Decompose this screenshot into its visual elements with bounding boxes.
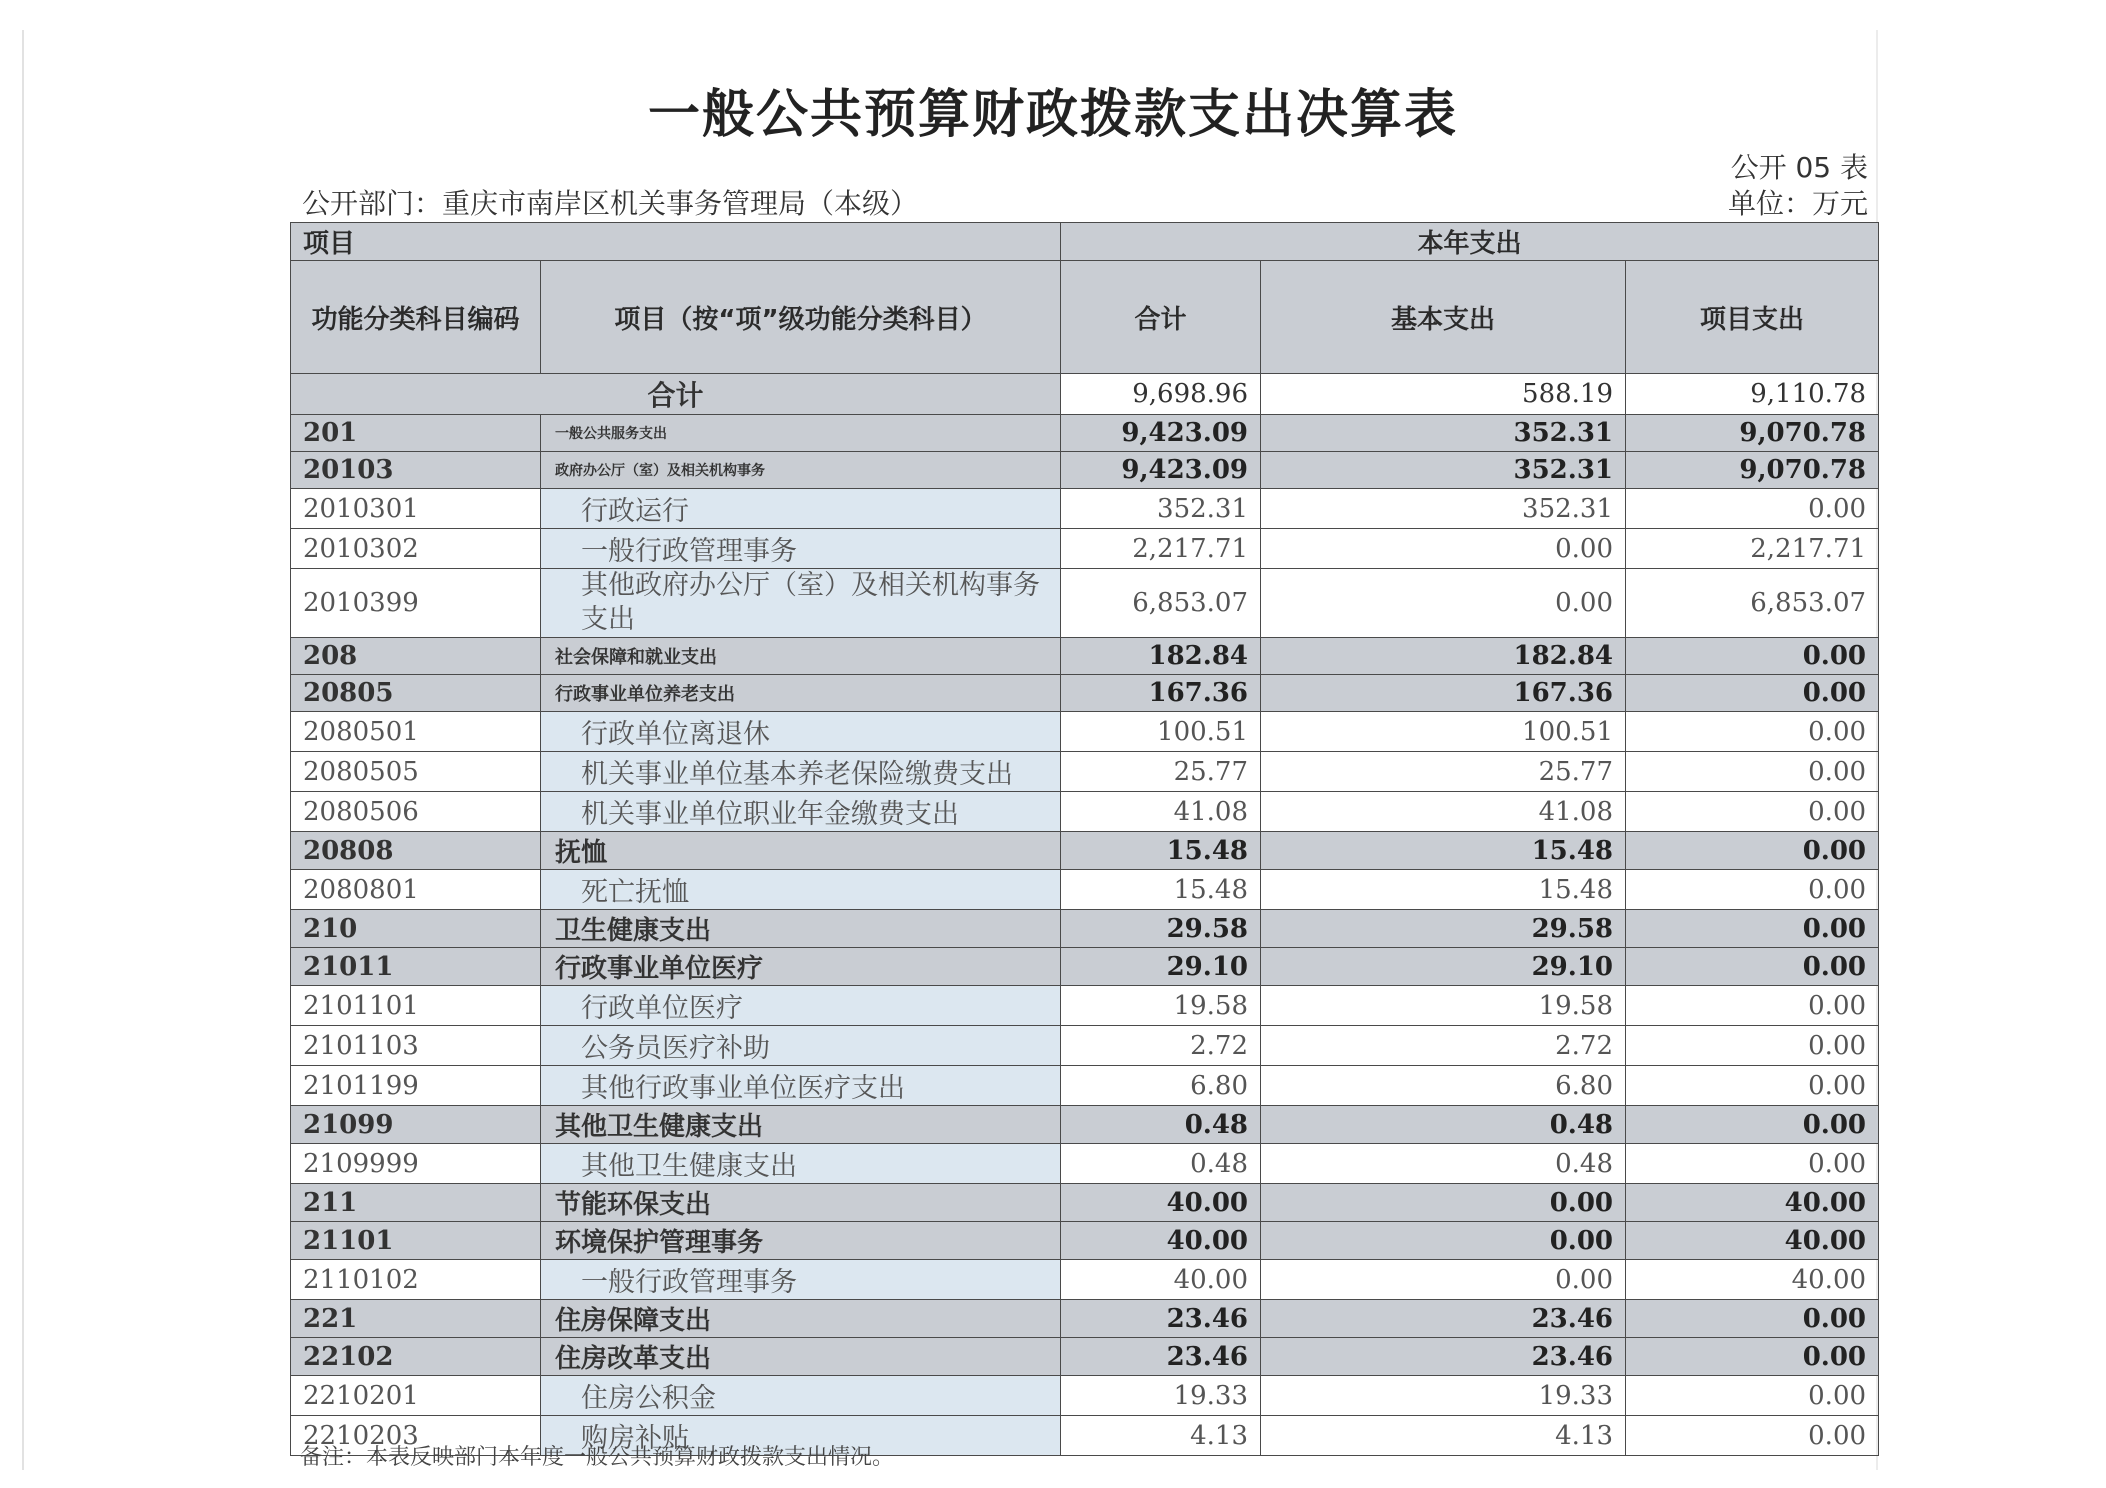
- row-basic: 23.46: [1261, 1338, 1626, 1376]
- page-edge-left: [22, 30, 24, 1470]
- header-project: 项目: [291, 223, 1061, 261]
- row-name: 社会保障和就业支出: [541, 638, 1061, 675]
- row-project: 0.00: [1626, 675, 1879, 712]
- table-row: [291, 1106, 1879, 1144]
- total-label: 合计: [291, 374, 1061, 415]
- budget-table: [290, 222, 1879, 1456]
- row-basic: 100.51: [1261, 712, 1626, 752]
- row-code: 2101103: [291, 1026, 541, 1066]
- row-code: 211: [291, 1184, 541, 1222]
- row-code: 2110102: [291, 1260, 541, 1300]
- row-name: 行政运行: [541, 489, 1061, 529]
- row-name: 其他政府办公厅（室）及相关机构事务支出: [541, 569, 1061, 638]
- row-code: 221: [291, 1300, 541, 1338]
- row-basic: 167.36: [1261, 675, 1626, 712]
- row-code: 210: [291, 910, 541, 948]
- row-basic: 29.58: [1261, 910, 1626, 948]
- row-total: 2.72: [1061, 1026, 1261, 1066]
- table-row: [291, 529, 1879, 569]
- row-name: 机关事业单位职业年金缴费支出: [541, 792, 1061, 832]
- row-basic: 6.80: [1261, 1066, 1626, 1106]
- row-code: 21011: [291, 948, 541, 986]
- table-row: [291, 1066, 1879, 1106]
- row-name: 抚恤: [541, 832, 1061, 870]
- row-total: 0.48: [1061, 1144, 1261, 1184]
- row-total: 40.00: [1061, 1184, 1261, 1222]
- row-name: 机关事业单位基本养老保险缴费支出: [541, 752, 1061, 792]
- row-project: 0.00: [1626, 1416, 1879, 1456]
- row-basic: 2.72: [1261, 1026, 1626, 1066]
- row-basic: 0.00: [1261, 569, 1626, 638]
- row-total: 23.46: [1061, 1300, 1261, 1338]
- row-total: 100.51: [1061, 712, 1261, 752]
- row-basic: 352.31: [1261, 415, 1626, 452]
- row-basic: 352.31: [1261, 489, 1626, 529]
- row-code: 2080505: [291, 752, 541, 792]
- row-basic: 0.00: [1261, 1184, 1626, 1222]
- row-project: 0.00: [1626, 489, 1879, 529]
- total-basic: 588.19: [1261, 374, 1626, 415]
- row-code: 2010301: [291, 489, 541, 529]
- header-basic: 基本支出: [1261, 261, 1626, 374]
- row-name: 其他卫生健康支出: [541, 1106, 1061, 1144]
- row-code: 2210203: [291, 1416, 541, 1456]
- table-row: [291, 752, 1879, 792]
- row-name: 一般行政管理事务: [541, 1260, 1061, 1300]
- row-name: 行政单位离退休: [541, 712, 1061, 752]
- row-total: 29.58: [1061, 910, 1261, 948]
- row-code: 2080501: [291, 712, 541, 752]
- row-project: 9,070.78: [1626, 415, 1879, 452]
- header-name: 项目（按“项”级功能分类科目）: [541, 261, 1061, 374]
- row-project: 0.00: [1626, 792, 1879, 832]
- row-project: 0.00: [1626, 832, 1879, 870]
- row-code: 2101199: [291, 1066, 541, 1106]
- table-row: [291, 1338, 1879, 1376]
- row-project: 0.00: [1626, 910, 1879, 948]
- table-row: [291, 1300, 1879, 1338]
- row-project: 9,070.78: [1626, 452, 1879, 489]
- row-basic: 0.48: [1261, 1106, 1626, 1144]
- row-total: 40.00: [1061, 1260, 1261, 1300]
- total-project: 9,110.78: [1626, 374, 1879, 415]
- table-row: [291, 870, 1879, 910]
- row-total: 182.84: [1061, 638, 1261, 675]
- row-total: 23.46: [1061, 1338, 1261, 1376]
- table-row: [291, 675, 1879, 712]
- row-project: 40.00: [1626, 1222, 1879, 1260]
- row-name: 行政单位医疗: [541, 986, 1061, 1026]
- table-row: [291, 1376, 1879, 1416]
- table-row: [291, 638, 1879, 675]
- row-total: 40.00: [1061, 1222, 1261, 1260]
- row-basic: 0.00: [1261, 1260, 1626, 1300]
- row-name: 节能环保支出: [541, 1184, 1061, 1222]
- row-basic: 0.48: [1261, 1144, 1626, 1184]
- row-code: 2101101: [291, 986, 541, 1026]
- table-row: [291, 792, 1879, 832]
- row-project: 0.00: [1626, 1300, 1879, 1338]
- row-basic: 0.00: [1261, 529, 1626, 569]
- row-basic: 23.46: [1261, 1300, 1626, 1338]
- table-row: [291, 1222, 1879, 1260]
- row-total: 6,853.07: [1061, 569, 1261, 638]
- table-row: [291, 415, 1879, 452]
- header-row-top: [291, 223, 1879, 261]
- row-project: 0.00: [1626, 638, 1879, 675]
- row-total: 15.48: [1061, 832, 1261, 870]
- row-project: 40.00: [1626, 1184, 1879, 1222]
- row-project: 0.00: [1626, 1026, 1879, 1066]
- row-name: 其他卫生健康支出: [541, 1144, 1061, 1184]
- row-basic: 352.31: [1261, 452, 1626, 489]
- row-total: 41.08: [1061, 792, 1261, 832]
- footnote: 备注：本表反映部门本年度一般公共预算财政拨款支出情况。: [300, 1445, 895, 1470]
- row-total: 6.80: [1061, 1066, 1261, 1106]
- row-name: 环境保护管理事务: [541, 1222, 1061, 1260]
- table-row: [291, 489, 1879, 529]
- row-project: 0.00: [1626, 1066, 1879, 1106]
- row-total: 167.36: [1061, 675, 1261, 712]
- row-name: 购房补贴: [541, 1416, 1061, 1456]
- form-number: 公开 05 表: [1730, 151, 1868, 184]
- row-total: 4.13: [1061, 1416, 1261, 1456]
- row-project: 0.00: [1626, 986, 1879, 1026]
- row-total: 19.58: [1061, 986, 1261, 1026]
- row-total: 25.77: [1061, 752, 1261, 792]
- row-project: 6,853.07: [1626, 569, 1879, 638]
- header-total: 合计: [1061, 261, 1261, 374]
- row-project: 0.00: [1626, 870, 1879, 910]
- header-code: 功能分类科目编码: [291, 261, 541, 374]
- table-row: [291, 1184, 1879, 1222]
- table-row: [291, 910, 1879, 948]
- row-name: 政府办公厅（室）及相关机构事务: [541, 452, 1061, 489]
- row-total: 2,217.71: [1061, 529, 1261, 569]
- row-name: 行政事业单位医疗: [541, 948, 1061, 986]
- row-basic: 15.48: [1261, 832, 1626, 870]
- table-row: [291, 948, 1879, 986]
- row-total: 0.48: [1061, 1106, 1261, 1144]
- row-code: 21099: [291, 1106, 541, 1144]
- row-name: 一般公共服务支出: [541, 415, 1061, 452]
- row-basic: 41.08: [1261, 792, 1626, 832]
- row-total: 9,423.09: [1061, 452, 1261, 489]
- row-total: 15.48: [1061, 870, 1261, 910]
- row-name: 卫生健康支出: [541, 910, 1061, 948]
- header-row-bottom: [291, 261, 1879, 374]
- row-total: 9,423.09: [1061, 415, 1261, 452]
- table-row: [291, 832, 1879, 870]
- unit-label: 单位：万元: [1727, 187, 1868, 220]
- table-row: [291, 569, 1879, 638]
- row-basic: 25.77: [1261, 752, 1626, 792]
- row-total: 29.10: [1061, 948, 1261, 986]
- row-code: 2080506: [291, 792, 541, 832]
- row-name: 一般行政管理事务: [541, 529, 1061, 569]
- row-project: 0.00: [1626, 1144, 1879, 1184]
- row-code: 2010399: [291, 569, 541, 638]
- row-code: 2210201: [291, 1376, 541, 1416]
- row-code: 2080801: [291, 870, 541, 910]
- row-name: 行政事业单位养老支出: [541, 675, 1061, 712]
- page-title: 一般公共预算财政拨款支出决算表: [647, 85, 1458, 145]
- row-code: 2010302: [291, 529, 541, 569]
- row-project: 0.00: [1626, 1106, 1879, 1144]
- row-name: 公务员医疗补助: [541, 1026, 1061, 1066]
- row-total: 19.33: [1061, 1376, 1261, 1416]
- row-total: 352.31: [1061, 489, 1261, 529]
- row-code: 208: [291, 638, 541, 675]
- total-sum: 9,698.96: [1061, 374, 1261, 415]
- row-code: 201: [291, 415, 541, 452]
- row-code: 22102: [291, 1338, 541, 1376]
- table-row: [291, 1260, 1879, 1300]
- row-basic: 4.13: [1261, 1416, 1626, 1456]
- row-name: 其他行政事业单位医疗支出: [541, 1066, 1061, 1106]
- row-name: 住房公积金: [541, 1376, 1061, 1416]
- row-basic: 182.84: [1261, 638, 1626, 675]
- table-row: [291, 1144, 1879, 1184]
- table-row: [291, 986, 1879, 1026]
- header-current-year: 本年支出: [1061, 223, 1879, 261]
- row-project: 0.00: [1626, 948, 1879, 986]
- row-basic: 19.33: [1261, 1376, 1626, 1416]
- header-project-expense: 项目支出: [1626, 261, 1879, 374]
- row-project: 0.00: [1626, 1338, 1879, 1376]
- row-basic: 0.00: [1261, 1222, 1626, 1260]
- row-basic: 15.48: [1261, 870, 1626, 910]
- row-project: 0.00: [1626, 712, 1879, 752]
- row-project: 0.00: [1626, 1376, 1879, 1416]
- row-code: 20808: [291, 832, 541, 870]
- row-project: 2,217.71: [1626, 529, 1879, 569]
- row-basic: 29.10: [1261, 948, 1626, 986]
- table-row: [291, 712, 1879, 752]
- row-name: 死亡抚恤: [541, 870, 1061, 910]
- department-label: 公开部门：重庆市南岸区机关事务管理局（本级）: [302, 187, 919, 220]
- row-name: 住房保障支出: [541, 1300, 1061, 1338]
- row-project: 0.00: [1626, 752, 1879, 792]
- row-code: 20805: [291, 675, 541, 712]
- row-code: 2109999: [291, 1144, 541, 1184]
- row-code: 20103: [291, 452, 541, 489]
- table-row: [291, 452, 1879, 489]
- total-row: [291, 374, 1879, 415]
- row-basic: 19.58: [1261, 986, 1626, 1026]
- row-project: 40.00: [1626, 1260, 1879, 1300]
- row-code: 21101: [291, 1222, 541, 1260]
- table-row: [291, 1026, 1879, 1066]
- row-name: 住房改革支出: [541, 1338, 1061, 1376]
